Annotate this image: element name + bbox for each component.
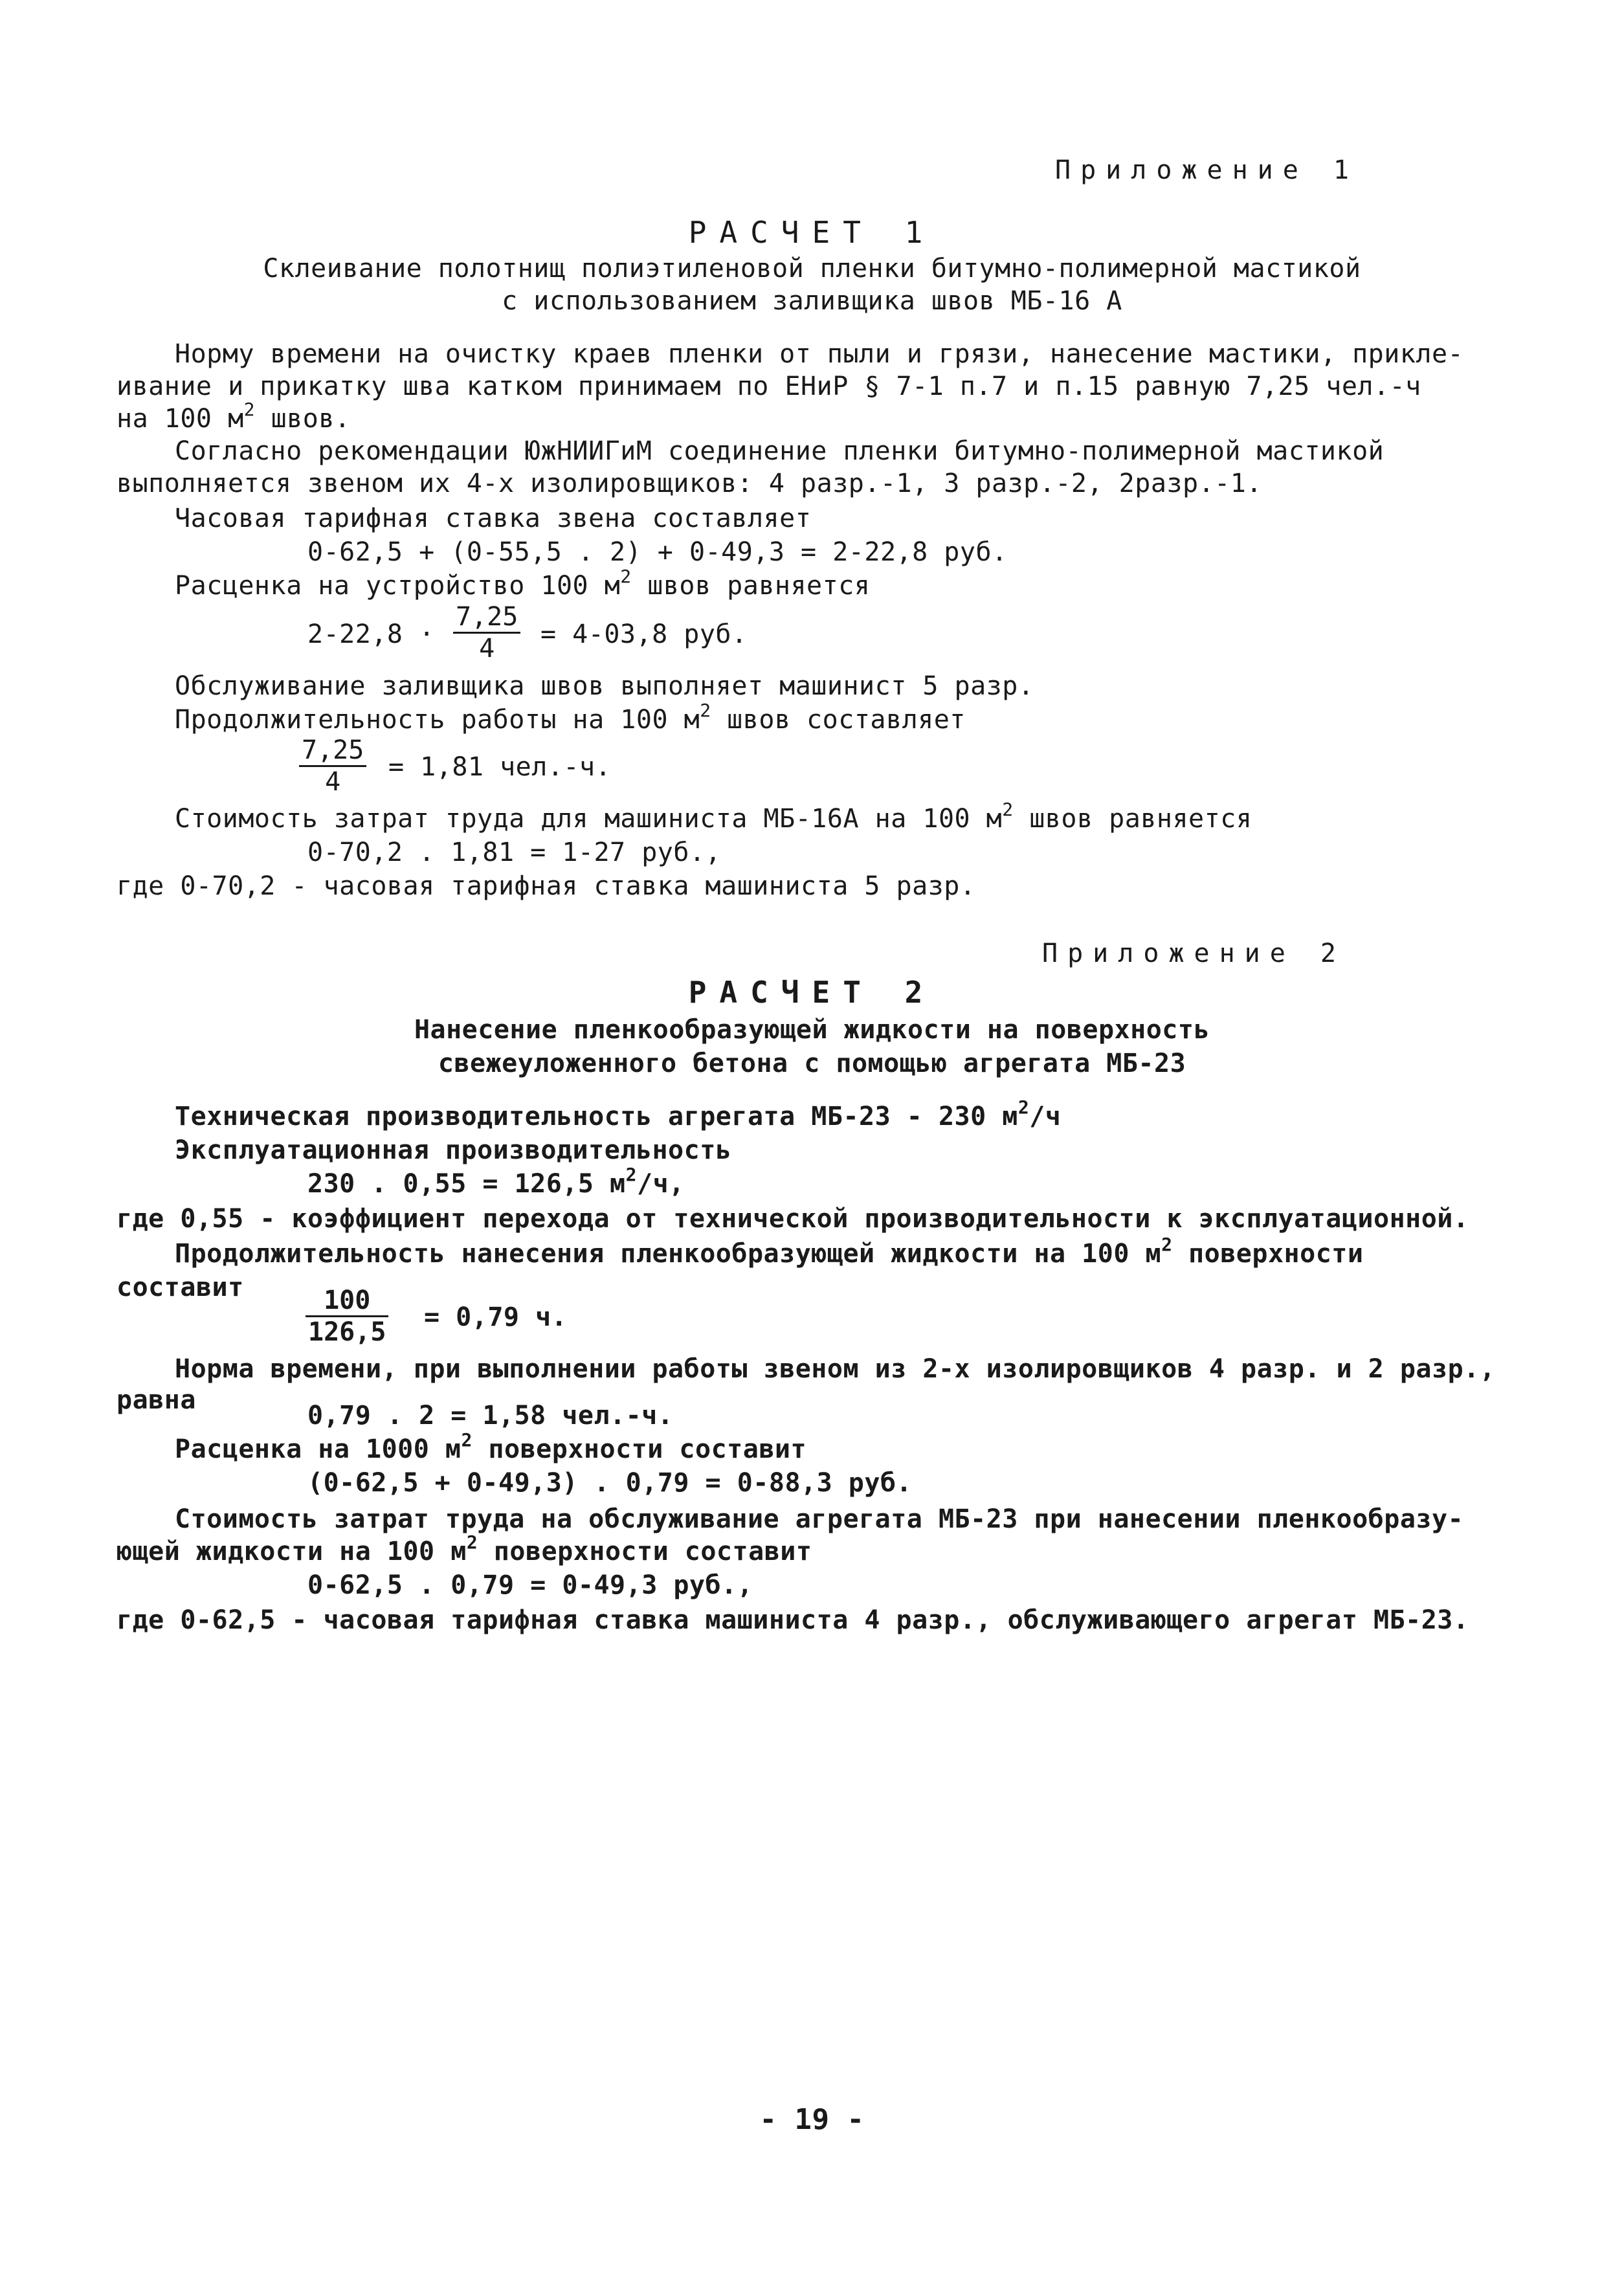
calc-2-norm-text: Норма времени, при выполнении работы звеном из 2-х изолировщиков 4 разр. и 2 разр., (175, 1354, 1496, 1384)
calc-1-service-text: Обслуживание заливщика швов выполняет машинист 5 разр. (175, 671, 1034, 701)
calc-2-duration-text: Продолжительность нанесения пленкообразующей жидкости на 100 $м^2$ поверхности (175, 1234, 1364, 1269)
calc-2-cost-text-line-1: Стоимость затрат труда на обслуживание агрегата МБ-23 при нанесении пленкообразу- (175, 1504, 1464, 1534)
appendix-2-heading: Приложение 2 (1042, 939, 1346, 968)
calc-1-price-text: Расценка на устройство 100 $м^2$ швов равняется (175, 566, 871, 601)
calc-2-duration-fraction: $\frac{100}{126,5}$ (306, 1286, 388, 1347)
calc-2-oper-productivity-formula: 230 . 0,55 = 126,5 $м^2/ч$, (307, 1164, 685, 1199)
calc-2-oper-productivity-text: Эксплуатационная производительность (175, 1135, 732, 1165)
calc-2-duration-result: = 0,79 ч. (424, 1302, 568, 1332)
calc-2-cost-text-line-2: ющей жидкости на 100 $м^2$ поверхности составит (117, 1531, 812, 1566)
calc-2-subtitle-line-2: свежеуложенного бетона с помощью агрегата МБ-23 (438, 1049, 1186, 1078)
calc-2-norm-text-cont: равна (117, 1385, 196, 1415)
calc-2-cost-formula: 0-62,5 . 0,79 = 0-49,3 руб., (307, 1570, 753, 1600)
page-number: - 19 - (759, 2103, 865, 2136)
appendix-1-heading: Приложение 1 (1055, 155, 1359, 185)
calc-1-duration-text: Продолжительность работы на 100 $м^2$ швов составляет (175, 700, 966, 735)
calc-2-subtitle-line-1: Нанесение пленкообразующей жидкости на поверхность (414, 1015, 1210, 1045)
calc-1-paragraph-2-line-1: Согласно рекомендации ЮжНИИГиМ соединение пленки битумно-полимерной мастикой (175, 436, 1385, 466)
calc-1-rate-text: Часовая тарифная ставка звена составляет (175, 504, 812, 533)
calc-1-duration-fraction: $\frac{7,25}{4}$ (299, 735, 366, 797)
calc-2-price-text: Расценка на 1000 $м^2$ поверхности составит (175, 1429, 807, 1464)
calc-2-duration-text-cont: составит (117, 1273, 244, 1302)
calc-2-norm-formula: 0,79 . 2 = 1,58 чел.-ч. (307, 1401, 674, 1431)
calc-1-rate-formula: 0-62,5 + (0-55,5 . 2) + 0-49,3 = 2-22,8 руб. (307, 537, 1008, 567)
calc-1-price-result: = 4-03,8 руб. (540, 619, 748, 649)
calc-2-tech-productivity: Техническая производительность агрегата МБ-23 - 230 $м^2/ч$ (175, 1097, 1062, 1131)
calc-1-title: РАСЧЕТ 1 (688, 215, 936, 250)
calc-1-cost-text: Стоимость затрат труда для машиниста МБ-16А на 100 $м^2$ швов равняется (175, 799, 1252, 834)
calc-1-subtitle-line-1: Склеивание полотнищ полиэтиленовой пленки битумно-полимерной мастикой (263, 254, 1361, 284)
calc-1-paragraph-1-line-1: Норму времени на очистку краев пленки от пыли и грязи, нанесение мастики, прикле- (175, 339, 1464, 369)
calc-2-price-formula: (0-62,5 + 0-49,3) . 0,79 = 0-88,3 руб. (307, 1468, 913, 1498)
calc-2-cost-where: где 0-62,5 - часовая тарифная ставка машиниста 4 разр., обслуживающего агрегат МБ-23. (117, 1605, 1469, 1635)
calc-2-title: РАСЧЕТ 2 (688, 975, 936, 1010)
calc-1-price-fraction: $\frac{7,25}{4}$ (453, 602, 520, 663)
calc-1-cost-where: где 0-70,2 - часовая тарифная ставка машиниста 5 разр. (117, 871, 976, 901)
calc-1-cost-formula: 0-70,2 . 1,81 = 1-27 руб., (307, 838, 722, 867)
calc-1-price-left: 2-22,8 · (307, 619, 435, 649)
calc-1-duration-result: = 1,81 чел.-ч. (388, 752, 612, 782)
calc-1-paragraph-2-line-2: выполняется звеном их 4-х изолировщиков: 4 разр.-1, 3 разр.-2, 2разр.-1. (117, 469, 1262, 498)
calc-2-coefficient-where: где 0,55 - коэффициент перехода от технической производительности к эксплуатационной. (117, 1204, 1469, 1234)
calc-1-subtitle-line-2: с использованием заливщика швов МБ-16 А (502, 286, 1122, 316)
calc-1-paragraph-1-line-2: ивание и прикатку шва катком принимаем по ЕНиР § 7-1 п.7 и п.15 равную 7,25 чел.-ч (117, 372, 1421, 401)
calc-1-paragraph-1-line-3: на 100 $м^2$ швов. (117, 399, 351, 434)
